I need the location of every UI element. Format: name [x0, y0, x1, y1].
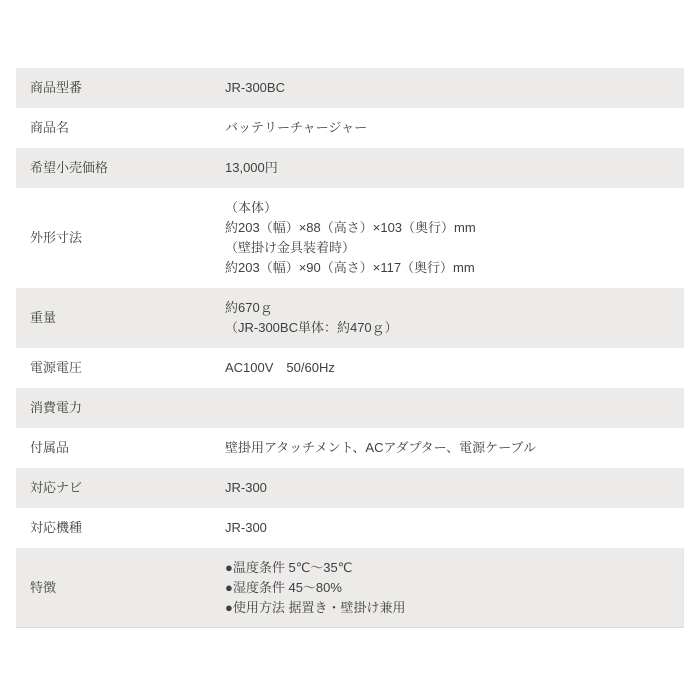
spec-label: 希望小売価格 — [30, 160, 109, 175]
spec-value — [225, 108, 684, 148]
spec-label: 対応ナビ — [30, 480, 83, 495]
spec-label: 電源電圧 — [30, 360, 83, 375]
spec-row — [16, 288, 684, 348]
spec-value — [225, 68, 684, 108]
spec-value-line: 約203（幅）×88（高さ）×103（奥行）mm — [225, 220, 476, 235]
spec-value-line: （本体） — [225, 200, 278, 215]
spec-value — [225, 288, 684, 348]
spec-value-line: （壁掛け金具装着時） — [225, 240, 356, 255]
spec-row — [16, 468, 684, 508]
spec-value — [225, 508, 684, 548]
spec-row — [16, 388, 684, 428]
spec-value-line: （JR-300BC単体：約470ｇ） — [225, 320, 398, 335]
spec-value — [225, 388, 684, 428]
spec-row — [16, 148, 684, 188]
spec-value-line: AC100V 50/60Hz — [225, 360, 335, 375]
spec-value-line: ●使用方法 据置き・壁掛け兼用 — [225, 600, 406, 615]
spec-row — [16, 548, 684, 628]
spec-value — [225, 148, 684, 188]
spec-label: 外形寸法 — [30, 230, 83, 245]
spec-label: 重量 — [30, 310, 57, 325]
spec-row — [16, 428, 684, 468]
spec-row — [16, 68, 684, 108]
spec-value-line: 13,000円 — [225, 160, 278, 175]
spec-label: 商品型番 — [30, 80, 83, 95]
spec-value-line: JR-300 — [225, 520, 267, 535]
spec-value-line: 約203（幅）×90（高さ）×117（奥行）mm — [225, 260, 475, 275]
spec-value-line: JR-300BC — [225, 80, 285, 95]
spec-row — [16, 188, 684, 288]
spec-value-line: ●温度条件 5℃～35℃ — [225, 560, 353, 575]
spec-label: 消費電力 — [30, 400, 83, 415]
spec-row — [16, 108, 684, 148]
spec-value — [225, 468, 684, 508]
spec-label: 付属品 — [30, 440, 70, 455]
spec-value-line: JR-300 — [225, 480, 267, 495]
product-spec-table — [16, 68, 684, 628]
spec-value — [225, 348, 684, 388]
spec-value — [225, 188, 684, 288]
spec-row — [16, 348, 684, 388]
spec-label: 特徴 — [30, 580, 57, 595]
spec-label: 対応機種 — [30, 520, 83, 535]
spec-value — [225, 548, 684, 628]
spec-value-line: 壁掛用アタッチメント、ACアダプター、電源ケーブル — [225, 440, 536, 455]
spec-value-line: ●湿度条件 45～80% — [225, 580, 342, 595]
spec-table-body — [16, 68, 684, 628]
spec-value-line: 約670ｇ — [225, 300, 273, 315]
spec-value-line: バッテリーチャージャー — [225, 120, 368, 135]
spec-value — [225, 428, 684, 468]
spec-label: 商品名 — [30, 120, 70, 135]
spec-row — [16, 508, 684, 548]
